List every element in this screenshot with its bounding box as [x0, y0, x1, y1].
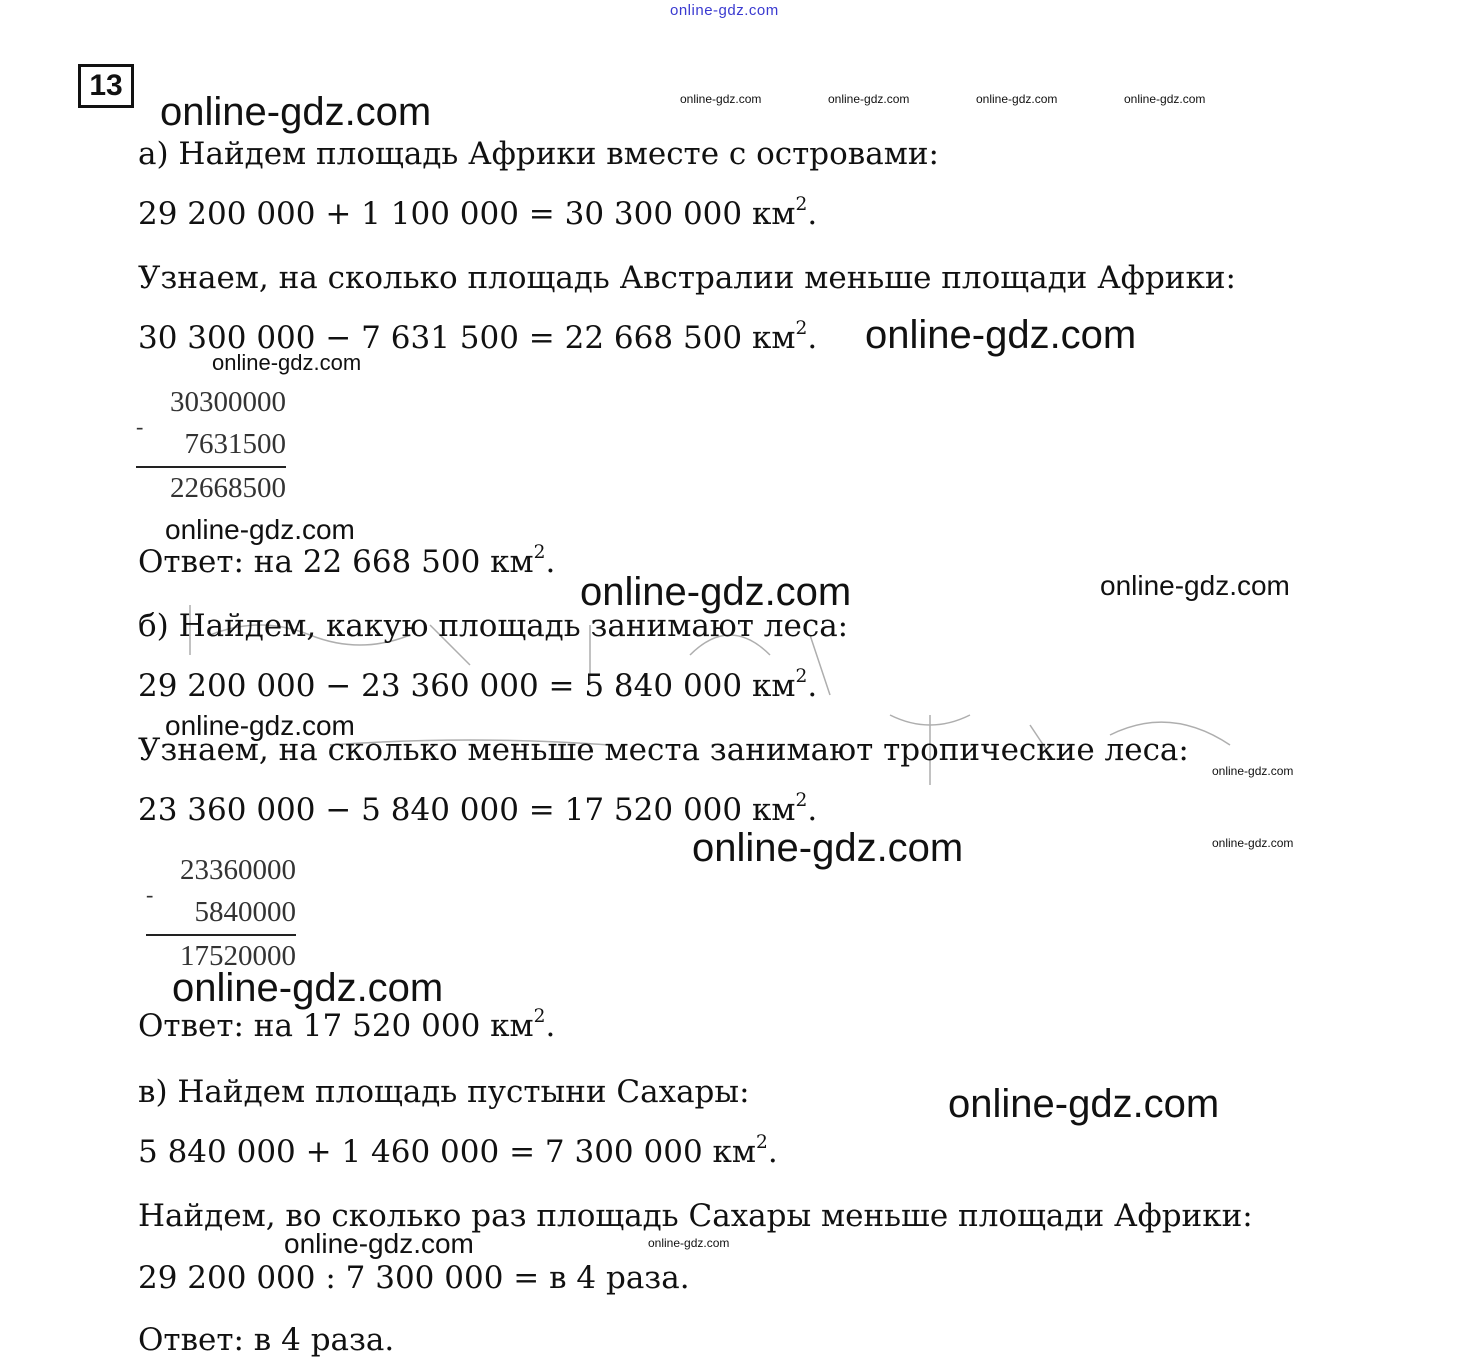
watermark: online-gdz.com [160, 90, 432, 134]
watermark: online-gdz.com [165, 514, 355, 545]
task-number-badge: 13 [78, 64, 134, 108]
part-b-answer [138, 1006, 555, 1046]
part-c-equation-1 [138, 1132, 778, 1172]
watermark: online-gdz.com [580, 570, 852, 614]
watermark: online-gdz.com [165, 710, 355, 741]
calc-minus-sign: - [136, 414, 144, 439]
watermark: online-gdz.com [865, 313, 1137, 357]
calc-minus-sign: - [146, 882, 154, 907]
answer-text: Ответ: на 17 520 000 км [138, 1008, 534, 1044]
equation-text: 5 840 000 + 1 460 000 = 7 300 000 км [138, 1134, 757, 1170]
part-a-question: Узнаем, на сколько площадь Австралии меньше площади Африки: [138, 260, 1236, 296]
calc-result: 17520000 [180, 940, 296, 972]
calc-divider-line [146, 934, 296, 936]
calc-subtrahend: 5840000 [194, 896, 296, 928]
part-b-question: Узнаем, на сколько меньше места занимают тропические леса: [138, 732, 1189, 768]
calc-divider-line [136, 466, 286, 468]
watermark: online-gdz.com [828, 92, 910, 106]
part-c-equation-2: 29 200 000 : 7 300 000 = в 4 раза. [138, 1260, 690, 1296]
watermark: online-gdz.com [212, 350, 362, 375]
part-a-equation-2 [138, 318, 817, 358]
calc-minuend: 30300000 [170, 386, 286, 418]
equation-text: 29 200 000 + 1 100 000 = 30 300 000 км [138, 196, 796, 232]
period: . [807, 668, 818, 704]
period: . [545, 544, 556, 580]
superscript: 2 [756, 1132, 768, 1154]
superscript: 2 [533, 542, 546, 564]
period: . [807, 196, 818, 232]
part-b-equation-2 [138, 790, 817, 830]
superscript: 2 [795, 666, 808, 688]
watermark: online-gdz.com [692, 826, 964, 870]
part-b-intro: б) Найдем, какую площадь занимают леса: [138, 608, 849, 644]
period: . [545, 1008, 556, 1044]
part-a-intro: а) Найдем площадь Африки вместе с островами: [138, 136, 939, 172]
superscript: 2 [533, 1006, 546, 1028]
watermark: online-gdz.com [1124, 92, 1206, 106]
equation-text: 29 200 000 − 23 360 000 = 5 840 000 км [138, 668, 796, 704]
calc-minuend: 23360000 [180, 854, 296, 886]
watermark: online-gdz.com [1100, 570, 1290, 601]
superscript: 2 [795, 318, 808, 340]
top-watermark: online-gdz.com [670, 2, 779, 19]
watermark: online-gdz.com [172, 966, 444, 1010]
watermark: online-gdz.com [1212, 764, 1294, 778]
column-subtraction-a [136, 386, 286, 506]
superscript: 2 [795, 790, 808, 812]
watermark: online-gdz.com [976, 92, 1058, 106]
part-b-equation-1 [138, 666, 817, 706]
part-c-answer: Ответ: в 4 раза. [138, 1322, 395, 1358]
part-c-intro: в) Найдем площадь пустыни Сахары: [138, 1074, 750, 1110]
equation-text: 23 360 000 − 5 840 000 = 17 520 000 км [138, 792, 796, 828]
watermark: online-gdz.com [948, 1082, 1220, 1126]
part-a-equation-1 [138, 194, 817, 234]
watermark: online-gdz.com [680, 92, 762, 106]
superscript: 2 [795, 194, 808, 216]
watermark: online-gdz.com [1212, 836, 1294, 850]
column-subtraction-b [146, 854, 296, 974]
period: . [767, 1134, 778, 1170]
answer-text: Ответ: на 22 668 500 км [138, 544, 534, 580]
watermark: online-gdz.com [284, 1228, 474, 1259]
part-c-question: Найдем, во сколько раз площадь Сахары меньше площади Африки: [138, 1198, 1253, 1234]
calc-result: 22668500 [170, 472, 286, 504]
equation-text: 30 300 000 − 7 631 500 = 22 668 500 км [138, 320, 796, 356]
period: . [807, 792, 818, 828]
period: . [807, 320, 818, 356]
calc-subtrahend: 7631500 [184, 428, 286, 460]
part-a-answer [138, 542, 555, 582]
watermark: online-gdz.com [648, 1236, 730, 1250]
